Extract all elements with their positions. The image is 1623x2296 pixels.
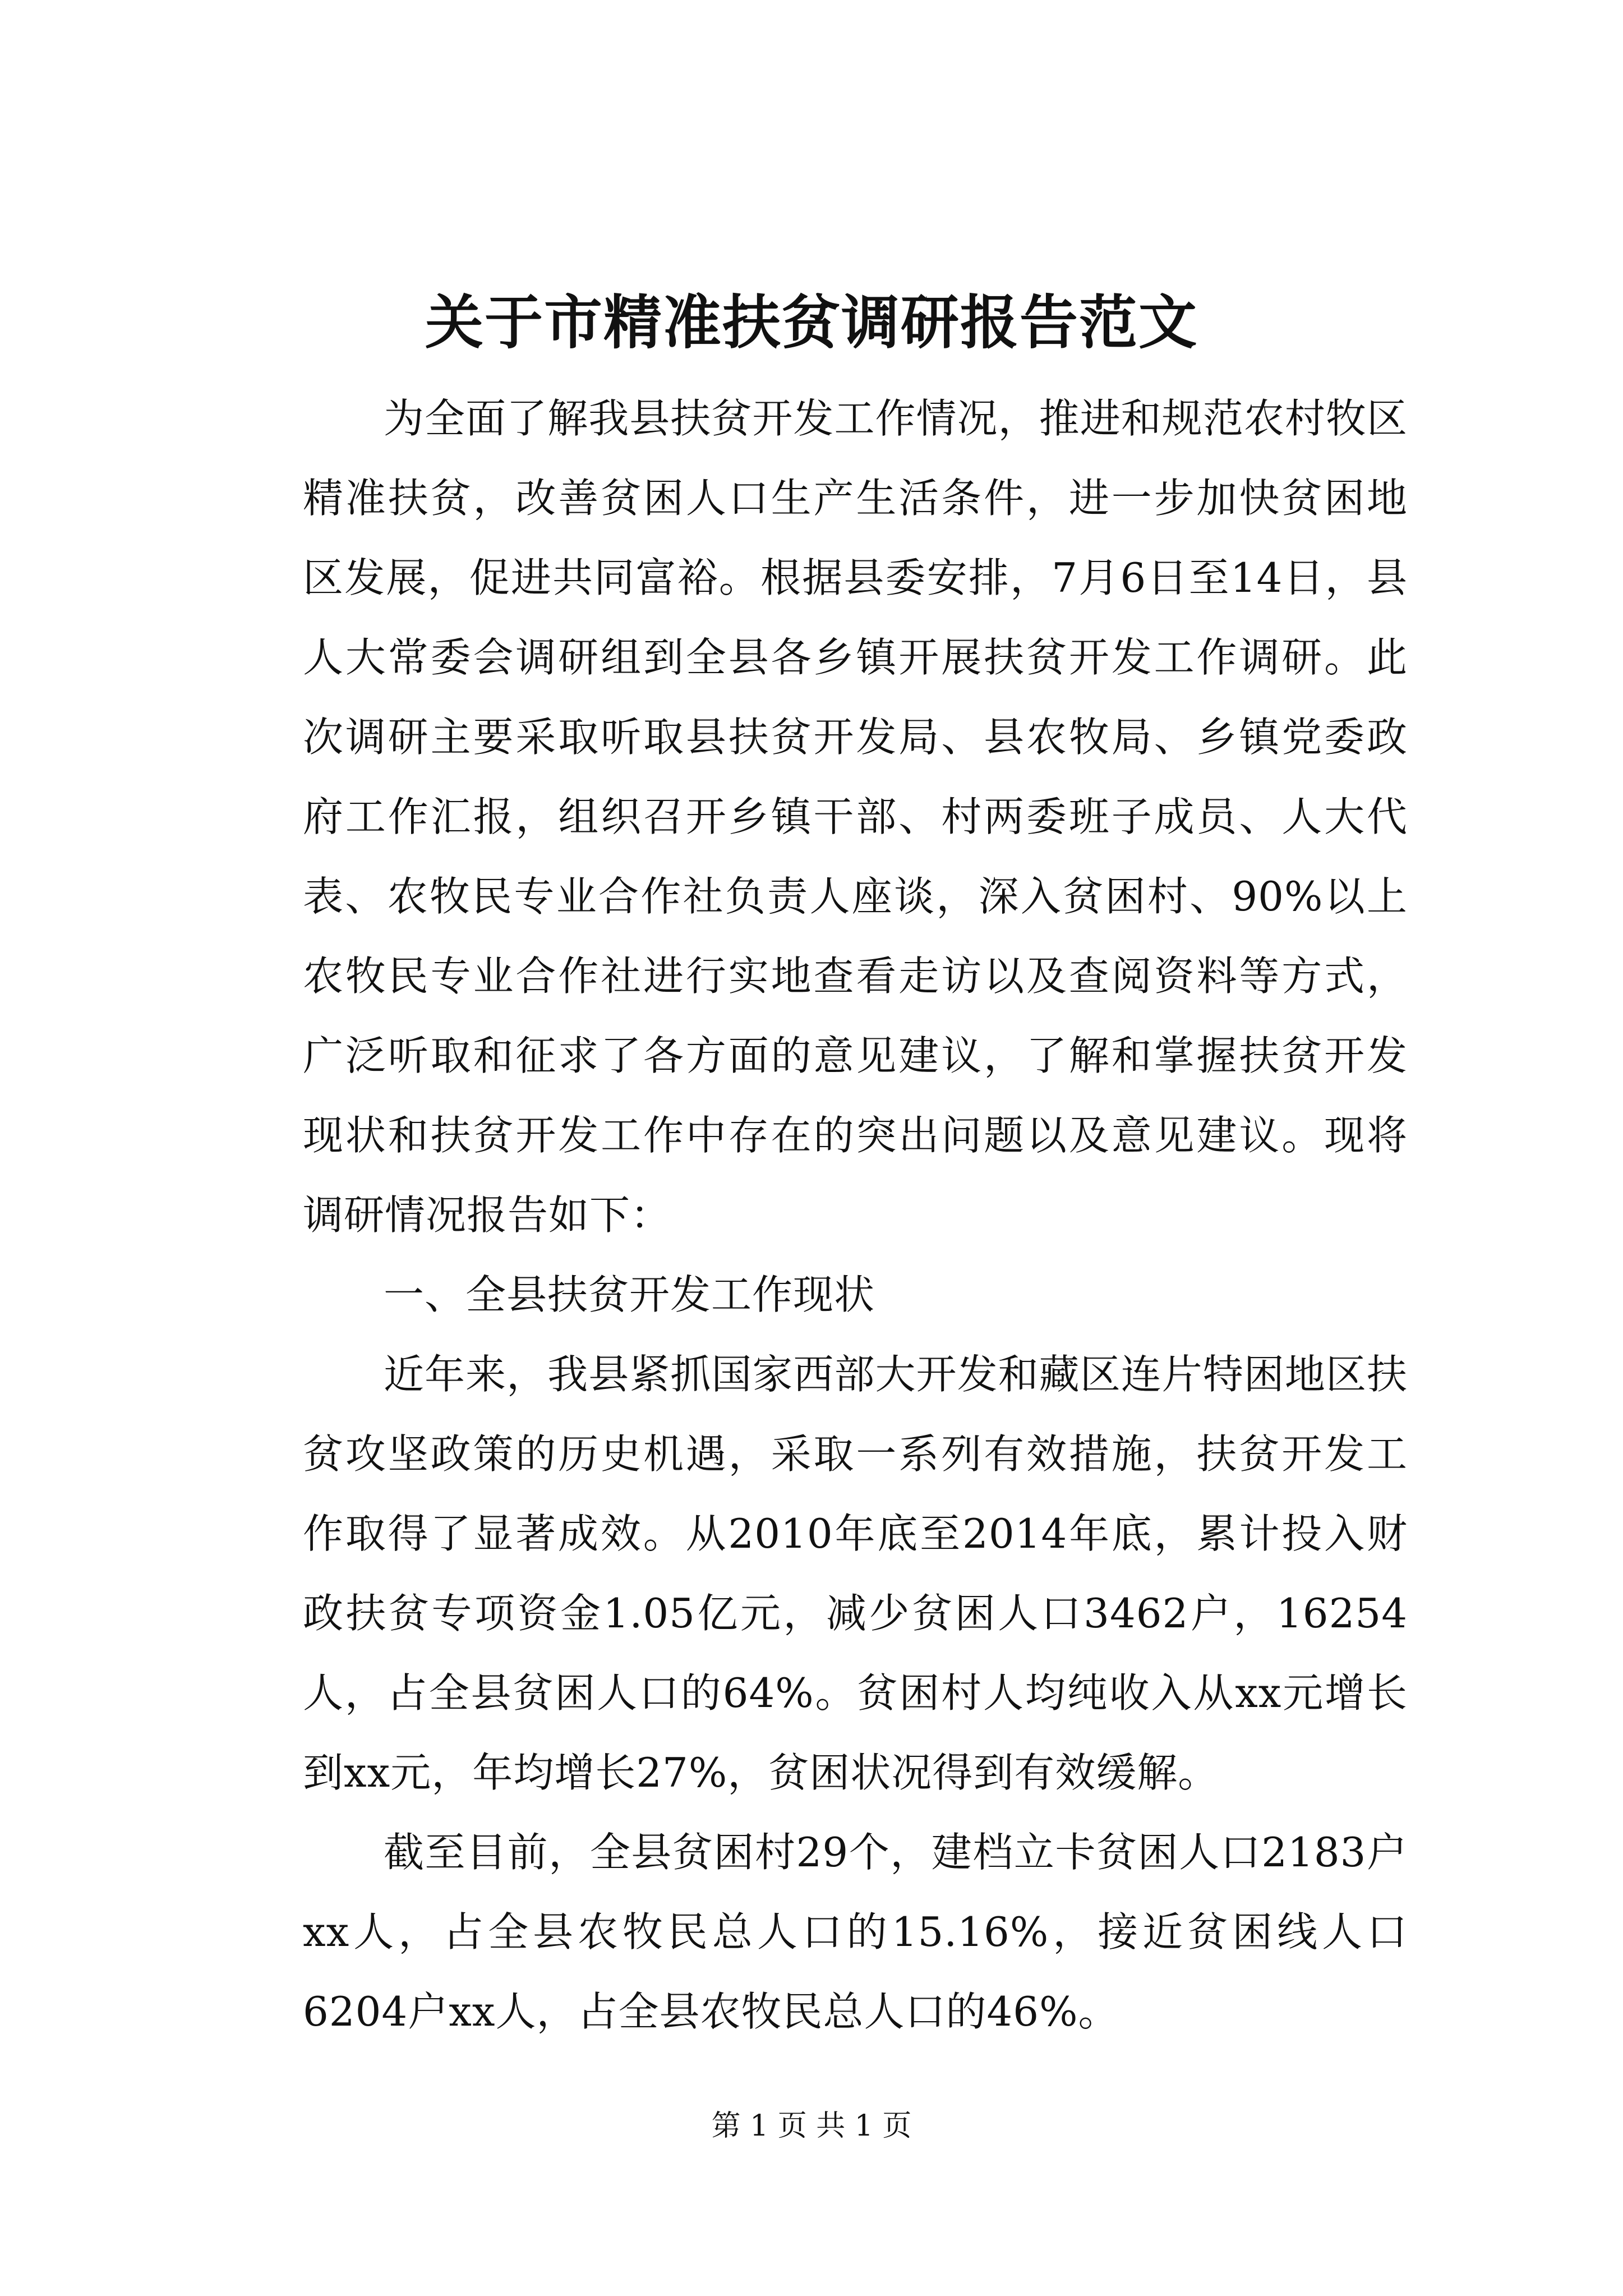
- achievements-paragraph: 近年来，我县紧抓国家西部大开发和藏区连片特困地区扶贫攻坚政策的历史机遇，采取一系列有效措施，扶贫开发工作取得了显著成效。从2010年底至2014年底，累计投入财政扶贫专项资金1.05亿元，减少贫困人口3462户，16254人，占全县贫困人口的64%。贫困村人均纯收入从xx元增长到xx元，年均增长27%，贫困状况得到有效缓解。: [303, 1351, 1408, 1796]
- document-body: [303, 379, 1408, 2051]
- current-status-paragraph: 截至目前，全县贫困村29个，建档立卡贫困人口2183户xx人，占全县农牧民总人口的15.16%，接近贫困线人口6204户xx人，占全县农牧民总人口的46%。: [303, 1829, 1408, 2035]
- page-number-footer: 第 1 页 共 1 页: [711, 2109, 912, 2143]
- intro-paragraph: 为全面了解我县扶贫开发工作情况，推进和规范农村牧区精准扶贫，改善贫困人口生产生活条件，进一步加快贫困地区发展，促进共同富裕。根据县委安排，7月6日至14日，县人大常委会调研组到全县各乡镇开展扶贫开发工作调研。此次调研主要采取听取县扶贫开发局、县农牧局、乡镇党委政府工作汇报，组织召开乡镇干部、村两委班子成员、人大代表、农牧民专业合作社负责人座谈，深入贫困村、90%以上农牧民专业合作社进行实地查看走访以及查阅资料等方式，广泛听取和征求了各方面的意见建议，了解和掌握扶贫开发现状和扶贫开发工作中存在的突出问题以及意见建议。现将调研情况报告如下：: [303, 395, 1408, 1239]
- document-title: 关于市精准扶贫调研报告范文: [425, 288, 1198, 357]
- section-heading-1: 一、全县扶贫开发工作现状: [384, 1271, 875, 1318]
